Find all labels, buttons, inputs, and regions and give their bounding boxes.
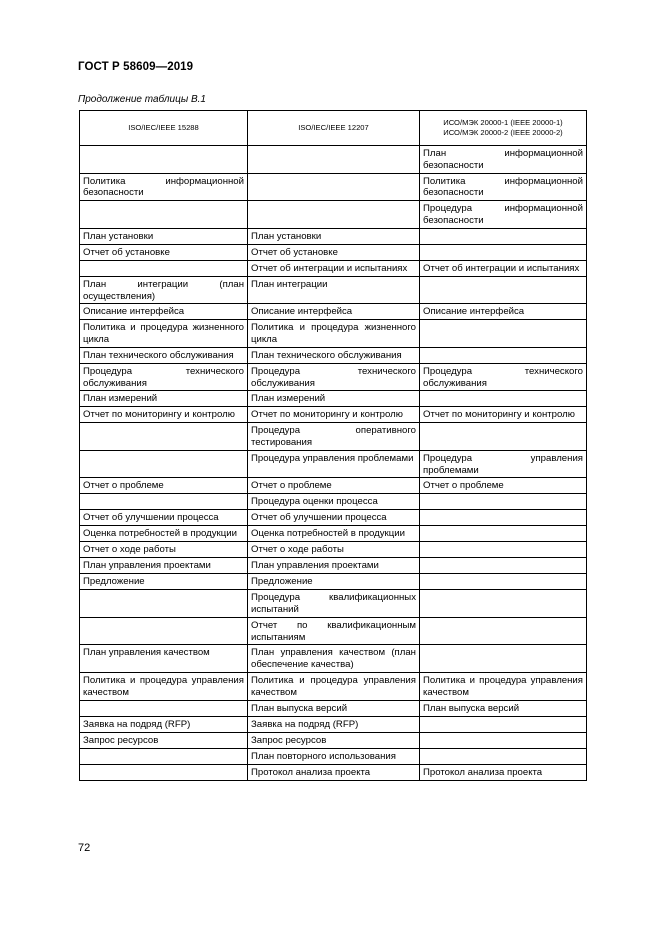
table-cell: Политика и процедура жизненного цикла [80,320,248,348]
table-cell [420,542,587,558]
table-cell [420,645,587,673]
table-row [80,407,587,423]
table-cell: План технического обслуживания [248,347,420,363]
table-cell: Оценка потребностей в продукции [80,526,248,542]
table-row [80,617,587,645]
table-cell: План установки [80,228,248,244]
table-cell [420,748,587,764]
table-cell [420,526,587,542]
table-cell: Процедура управления проблемами [420,450,587,478]
table-row [80,450,587,478]
table-cell: Процедура технического обслуживания [248,363,420,391]
table-cell: Отчет об интеграции и испытаниях [420,260,587,276]
table-cell: Запрос ресурсов [80,732,248,748]
table-cell: Отчет по мониторингу и контролю [80,407,248,423]
table-cell [420,558,587,574]
table-caption: Продолжение таблицы В.1 [78,94,206,105]
table-row [80,645,587,673]
table-row [80,276,587,304]
table-cell: Заявка на подряд (RFP) [248,716,420,732]
table-cell: План управления проектами [80,558,248,574]
table-row [80,672,587,700]
table-row [80,764,587,780]
table-body [80,146,587,781]
table-cell [420,617,587,645]
table-cell [420,494,587,510]
table-cell [80,764,248,780]
table-cell: Процедура оперативного тестирования [248,423,420,451]
table-row [80,391,587,407]
table-header-row [80,111,587,146]
table-cell: Процедура оценки процесса [248,494,420,510]
table-row [80,558,587,574]
table-cell: Описание интерфейса [248,304,420,320]
table-row [80,748,587,764]
table-cell: План управления качеством (план обеспечение качества) [248,645,420,673]
table-cell: Отчет об улучшении процесса [80,510,248,526]
table-cell [80,146,248,174]
table-row [80,590,587,618]
document-code: ГОСТ Р 58609—2019 [78,61,194,73]
table-cell: Отчет о проблеме [248,478,420,494]
table-row [80,526,587,542]
table-cell [420,244,587,260]
table-cell: Описание интерфейса [80,304,248,320]
table-cell [248,173,420,201]
table-row [80,201,587,229]
table-row [80,423,587,451]
table-cell [420,391,587,407]
table-row [80,732,587,748]
table-cell [80,450,248,478]
table-cell: План измерений [248,391,420,407]
table-cell [248,146,420,174]
table-cell [248,201,420,229]
table-cell: Отчет об интеграции и испытаниях [248,260,420,276]
table-cell [420,732,587,748]
table-row [80,304,587,320]
column-header-iso15288: ISO/IEC/IEEE 15288 [80,111,248,146]
table-cell [420,716,587,732]
comparison-table [79,110,587,781]
table-cell [80,260,248,276]
table-cell [420,228,587,244]
table-row [80,478,587,494]
table-cell: План измерений [80,391,248,407]
table-row [80,173,587,201]
table-cell: Предложение [80,574,248,590]
table-cell: План выпуска версий [248,700,420,716]
table-cell: Отчет по квалификационным испытаниям [248,617,420,645]
table-cell: План выпуска версий [420,700,587,716]
table-cell: Отчет о ходе работы [80,542,248,558]
table-row [80,574,587,590]
table-cell [420,590,587,618]
table-cell: Отчет о проблеме [420,478,587,494]
table-cell: Запрос ресурсов [248,732,420,748]
table-cell: Политика и процедура управления качеством [420,672,587,700]
column-header-iso20000: ИСО/МЭК 20000-1 (IEEE 20000-1) ИСО/МЭК 20000-2 (IEEE 20000-2) [420,111,587,146]
table-cell: Политика и процедура управления качеством [80,672,248,700]
table-cell [420,574,587,590]
table-cell [80,700,248,716]
table-cell [420,276,587,304]
table-cell [80,494,248,510]
table-row [80,542,587,558]
table-cell [420,347,587,363]
table-cell [80,423,248,451]
table-cell: План управления качеством [80,645,248,673]
table-cell: План повторного использования [248,748,420,764]
table-cell: Процедура управления проблемами [248,450,420,478]
table-cell [80,201,248,229]
table-cell: План управления проектами [248,558,420,574]
table-cell [80,617,248,645]
table-cell [80,748,248,764]
table-cell: Политика и процедура управления качеством [248,672,420,700]
table-cell: План интеграции (план осуществления) [80,276,248,304]
column-header-iso12207: ISO/IEC/IEEE 12207 [248,111,420,146]
table-cell: План интеграции [248,276,420,304]
table-cell: План информационной безопасности [420,146,587,174]
table-row [80,347,587,363]
table-cell: Описание интерфейса [420,304,587,320]
table-row [80,146,587,174]
table-row [80,260,587,276]
table-cell: Отчет по мониторингу и контролю [420,407,587,423]
table-cell: Предложение [248,574,420,590]
table-row [80,716,587,732]
table-cell: Протокол анализа проекта [420,764,587,780]
table-row [80,363,587,391]
table-cell [420,510,587,526]
table-row [80,700,587,716]
table-cell: Политика информационной безопасности [420,173,587,201]
table-cell: Отчет об установке [80,244,248,260]
table-cell: Оценка потребностей в продукции [248,526,420,542]
table-cell: Отчет об установке [248,244,420,260]
table-cell: Процедура информационной безопасности [420,201,587,229]
table-cell [420,423,587,451]
table-row [80,494,587,510]
table-cell [420,320,587,348]
table-row [80,320,587,348]
table-cell: Отчет о ходе работы [248,542,420,558]
table-cell: Политика информационной безопасности [80,173,248,201]
table-cell: Протокол анализа проекта [248,764,420,780]
page-number: 72 [78,842,91,854]
table-row [80,244,587,260]
table-cell: План установки [248,228,420,244]
table-cell: План технического обслуживания [80,347,248,363]
table-cell: Политика и процедура жизненного цикла [248,320,420,348]
table-cell: Процедура технического обслуживания [420,363,587,391]
table-cell: Процедура квалификационных испытаний [248,590,420,618]
table-cell: Отчет об улучшении процесса [248,510,420,526]
table-cell: Процедура технического обслуживания [80,363,248,391]
table-cell: Заявка на подряд (RFP) [80,716,248,732]
table-row [80,510,587,526]
table-cell: Отчет по мониторингу и контролю [248,407,420,423]
table-cell: Отчет о проблеме [80,478,248,494]
table-cell [80,590,248,618]
table-row [80,228,587,244]
